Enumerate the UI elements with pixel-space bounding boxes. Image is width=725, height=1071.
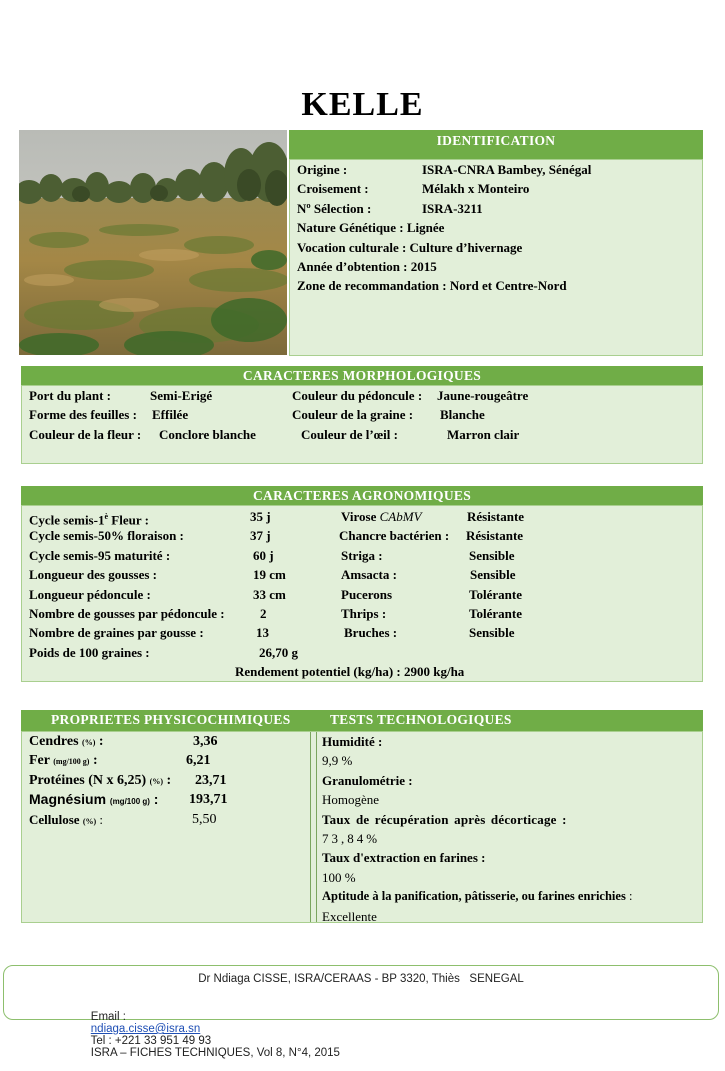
agro-status-pucerons: Tolérante bbox=[469, 586, 522, 602]
physico-tests-header-bar bbox=[21, 710, 703, 731]
footer-email-label: Email : bbox=[90, 1011, 126, 1023]
physico-value-proteines: 23,71 bbox=[195, 772, 227, 788]
morpho-label-oeil: Couleur de l’œil : bbox=[301, 426, 398, 442]
agro-status-chancre: Résistante bbox=[466, 528, 524, 544]
field-photo bbox=[19, 130, 287, 355]
id-value-origine: ISRA-CNRA Bambey, Sénégal bbox=[422, 162, 592, 177]
agro-status-amsacta: Sensible bbox=[470, 567, 516, 583]
footer-tel: Tel : +221 33 951 49 93 bbox=[90, 1035, 212, 1047]
tests-value-extraction: 100 % bbox=[322, 869, 356, 885]
column-divider bbox=[310, 732, 317, 922]
agro-value-pedoncule: 33 cm bbox=[253, 586, 286, 602]
morpho-value-pedoncule: Jaune-rougeâtre bbox=[437, 388, 529, 403]
footer-address: Dr Ndiaga CISSE, ISRA/CERAAS - BP 3320, Thiès SENEGAL bbox=[198, 973, 524, 985]
physico-tests-panel bbox=[21, 731, 703, 923]
tests-label-granulometrie: Granulométrie : bbox=[322, 772, 413, 788]
tests-value-granulometrie: Homogène bbox=[322, 792, 380, 808]
footer-box bbox=[3, 965, 719, 1059]
morpho-value-port: Semi-Erigé bbox=[150, 388, 213, 403]
physico-label-cendres: Cendres (%) : bbox=[29, 734, 104, 749]
id-line-zone: Zone de recommandation : Nord et Centre-Nord bbox=[297, 278, 567, 294]
agro-header: CARACTERES AGRONOMIQUES bbox=[21, 486, 703, 505]
agro-value-maturite: 60 j bbox=[253, 547, 274, 563]
tests-value-recuperation: 73,84% bbox=[322, 831, 381, 846]
physico-header: PROPRIETES PHYSICOCHIMIQUES bbox=[51, 712, 291, 727]
id-value-croisement: Mélakh x Monteiro bbox=[422, 181, 530, 197]
id-line-vocation: Vocation culturale : Culture d’hivernage bbox=[297, 239, 523, 255]
agro-value-floraison: 37 j bbox=[250, 528, 271, 544]
physico-value-cellulose: 5,50 bbox=[192, 811, 217, 827]
id-label-selection: Nº Sélection : bbox=[297, 200, 372, 216]
page-title: KELLE bbox=[301, 86, 424, 123]
agro-trait-pucerons: Pucerons bbox=[341, 586, 393, 602]
agro-trait-striga: Striga : bbox=[341, 547, 383, 563]
agro-label-floraison: Cycle semis-50% floraison : bbox=[29, 528, 184, 544]
morpho-value-oeil: Marron clair bbox=[447, 426, 520, 442]
agro-trait-bruches: Bruches : bbox=[344, 625, 398, 641]
physico-label-fer: Fer (mg/100 g) : bbox=[29, 753, 98, 769]
agro-yield: Rendement potentiel (kg/ha) : 2900 kg/ha bbox=[235, 664, 465, 680]
id-value-selection: ISRA-3211 bbox=[422, 200, 483, 216]
morpho-label-feuilles: Forme des feuilles : bbox=[29, 407, 137, 423]
agro-value-cycle-fleur: 35 j bbox=[250, 509, 271, 524]
tests-header: TESTS TECHNOLOGIQUES bbox=[330, 712, 512, 727]
physico-value-cendres: 3,36 bbox=[193, 734, 218, 749]
agro-label-poids: Poids de 100 graines : bbox=[29, 644, 150, 660]
identification-header: IDENTIFICATION bbox=[289, 130, 703, 159]
agro-label-gousses: Longueur des gousses : bbox=[29, 567, 157, 583]
physico-label-magnesium: Magnésium (mg/100 g) : bbox=[29, 791, 159, 808]
agro-panel bbox=[21, 505, 703, 682]
agro-value-graines: 13 bbox=[256, 625, 269, 641]
morpho-header: CARACTERES MORPHOLOGIQUES bbox=[21, 366, 703, 385]
id-label-croisement: Croisement : bbox=[297, 181, 369, 197]
morpho-label-graine: Couleur de la graine : bbox=[292, 407, 414, 423]
footer-email-link[interactable]: ndiaga.cisse@isra.sn bbox=[90, 1023, 201, 1035]
morpho-label-pedoncule: Couleur du pédoncule : bbox=[292, 388, 423, 403]
footer-contact-line bbox=[78, 999, 340, 1071]
agro-trait-thrips: Thrips : bbox=[341, 606, 387, 621]
agro-trait-virose: Virose CAbMV bbox=[341, 509, 422, 524]
morpho-value-graine: Blanche bbox=[440, 407, 485, 423]
physico-label-proteines: Protéines (N x 6,25) (%) : bbox=[29, 772, 172, 788]
tests-label-extraction: Taux d'extraction en farines : bbox=[322, 850, 486, 866]
physico-value-fer: 6,21 bbox=[186, 753, 211, 769]
morpho-label-fleur: Couleur de la fleur : bbox=[29, 426, 142, 442]
morpho-value-feuilles: Effilée bbox=[152, 407, 189, 423]
identification-panel bbox=[289, 159, 703, 356]
agro-label-cycle-fleur: Cycle semis-$1^è$ Fleur : bbox=[29, 512, 149, 528]
tests-label-aptitude: Aptitude à la panification, pâtisserie, ou farines enrichies : bbox=[322, 889, 633, 904]
agro-value-gousses-pedoncule: 2 bbox=[260, 606, 267, 621]
agro-label-gousses-pedoncule: Nombre de gousses par pédoncule : bbox=[29, 606, 225, 621]
agro-value-gousses: 19 cm bbox=[253, 567, 286, 583]
tests-value-humidite: 9,9 % bbox=[322, 753, 353, 769]
morpho-value-fleur: Conclore blanche bbox=[159, 426, 256, 442]
tests-label-recuperation: Taux de récupération après décorticage : bbox=[322, 811, 567, 827]
agro-label-graines: Nombre de graines par gousse : bbox=[29, 625, 204, 641]
agro-trait-chancre: Chancre bactérien : bbox=[339, 528, 450, 544]
id-line-annee: Année d’obtention : 2015 bbox=[297, 259, 437, 274]
morpho-panel bbox=[21, 385, 703, 464]
agro-value-poids: 26,70 g bbox=[259, 644, 298, 660]
tests-value-aptitude: Excellente bbox=[322, 908, 377, 924]
agro-status-bruches: Sensible bbox=[469, 625, 515, 641]
id-line-nature: Nature Génétique : Lignée bbox=[297, 220, 445, 236]
morpho-label-port: Port du plant : bbox=[29, 388, 111, 403]
tests-label-humidite: Humidité : bbox=[322, 734, 383, 749]
agro-label-maturite: Cycle semis-95 maturité : bbox=[29, 547, 171, 563]
physico-label-cellulose: Cellulose (%) : bbox=[29, 811, 104, 827]
agro-status-virose: Résistante bbox=[467, 509, 525, 524]
agro-label-pedoncule: Longueur pédoncule : bbox=[29, 586, 151, 602]
agro-trait-amsacta: Amsacta : bbox=[341, 567, 397, 583]
physico-value-magnesium: 193,71 bbox=[189, 792, 228, 808]
footer-series: ISRA – FICHES TECHNIQUES, Vol 8, N°4, 2015 bbox=[90, 1047, 340, 1059]
agro-status-striga: Sensible bbox=[469, 547, 515, 563]
id-label-origine: Origine : bbox=[297, 162, 348, 177]
agro-status-thrips: Tolérante bbox=[469, 606, 522, 621]
